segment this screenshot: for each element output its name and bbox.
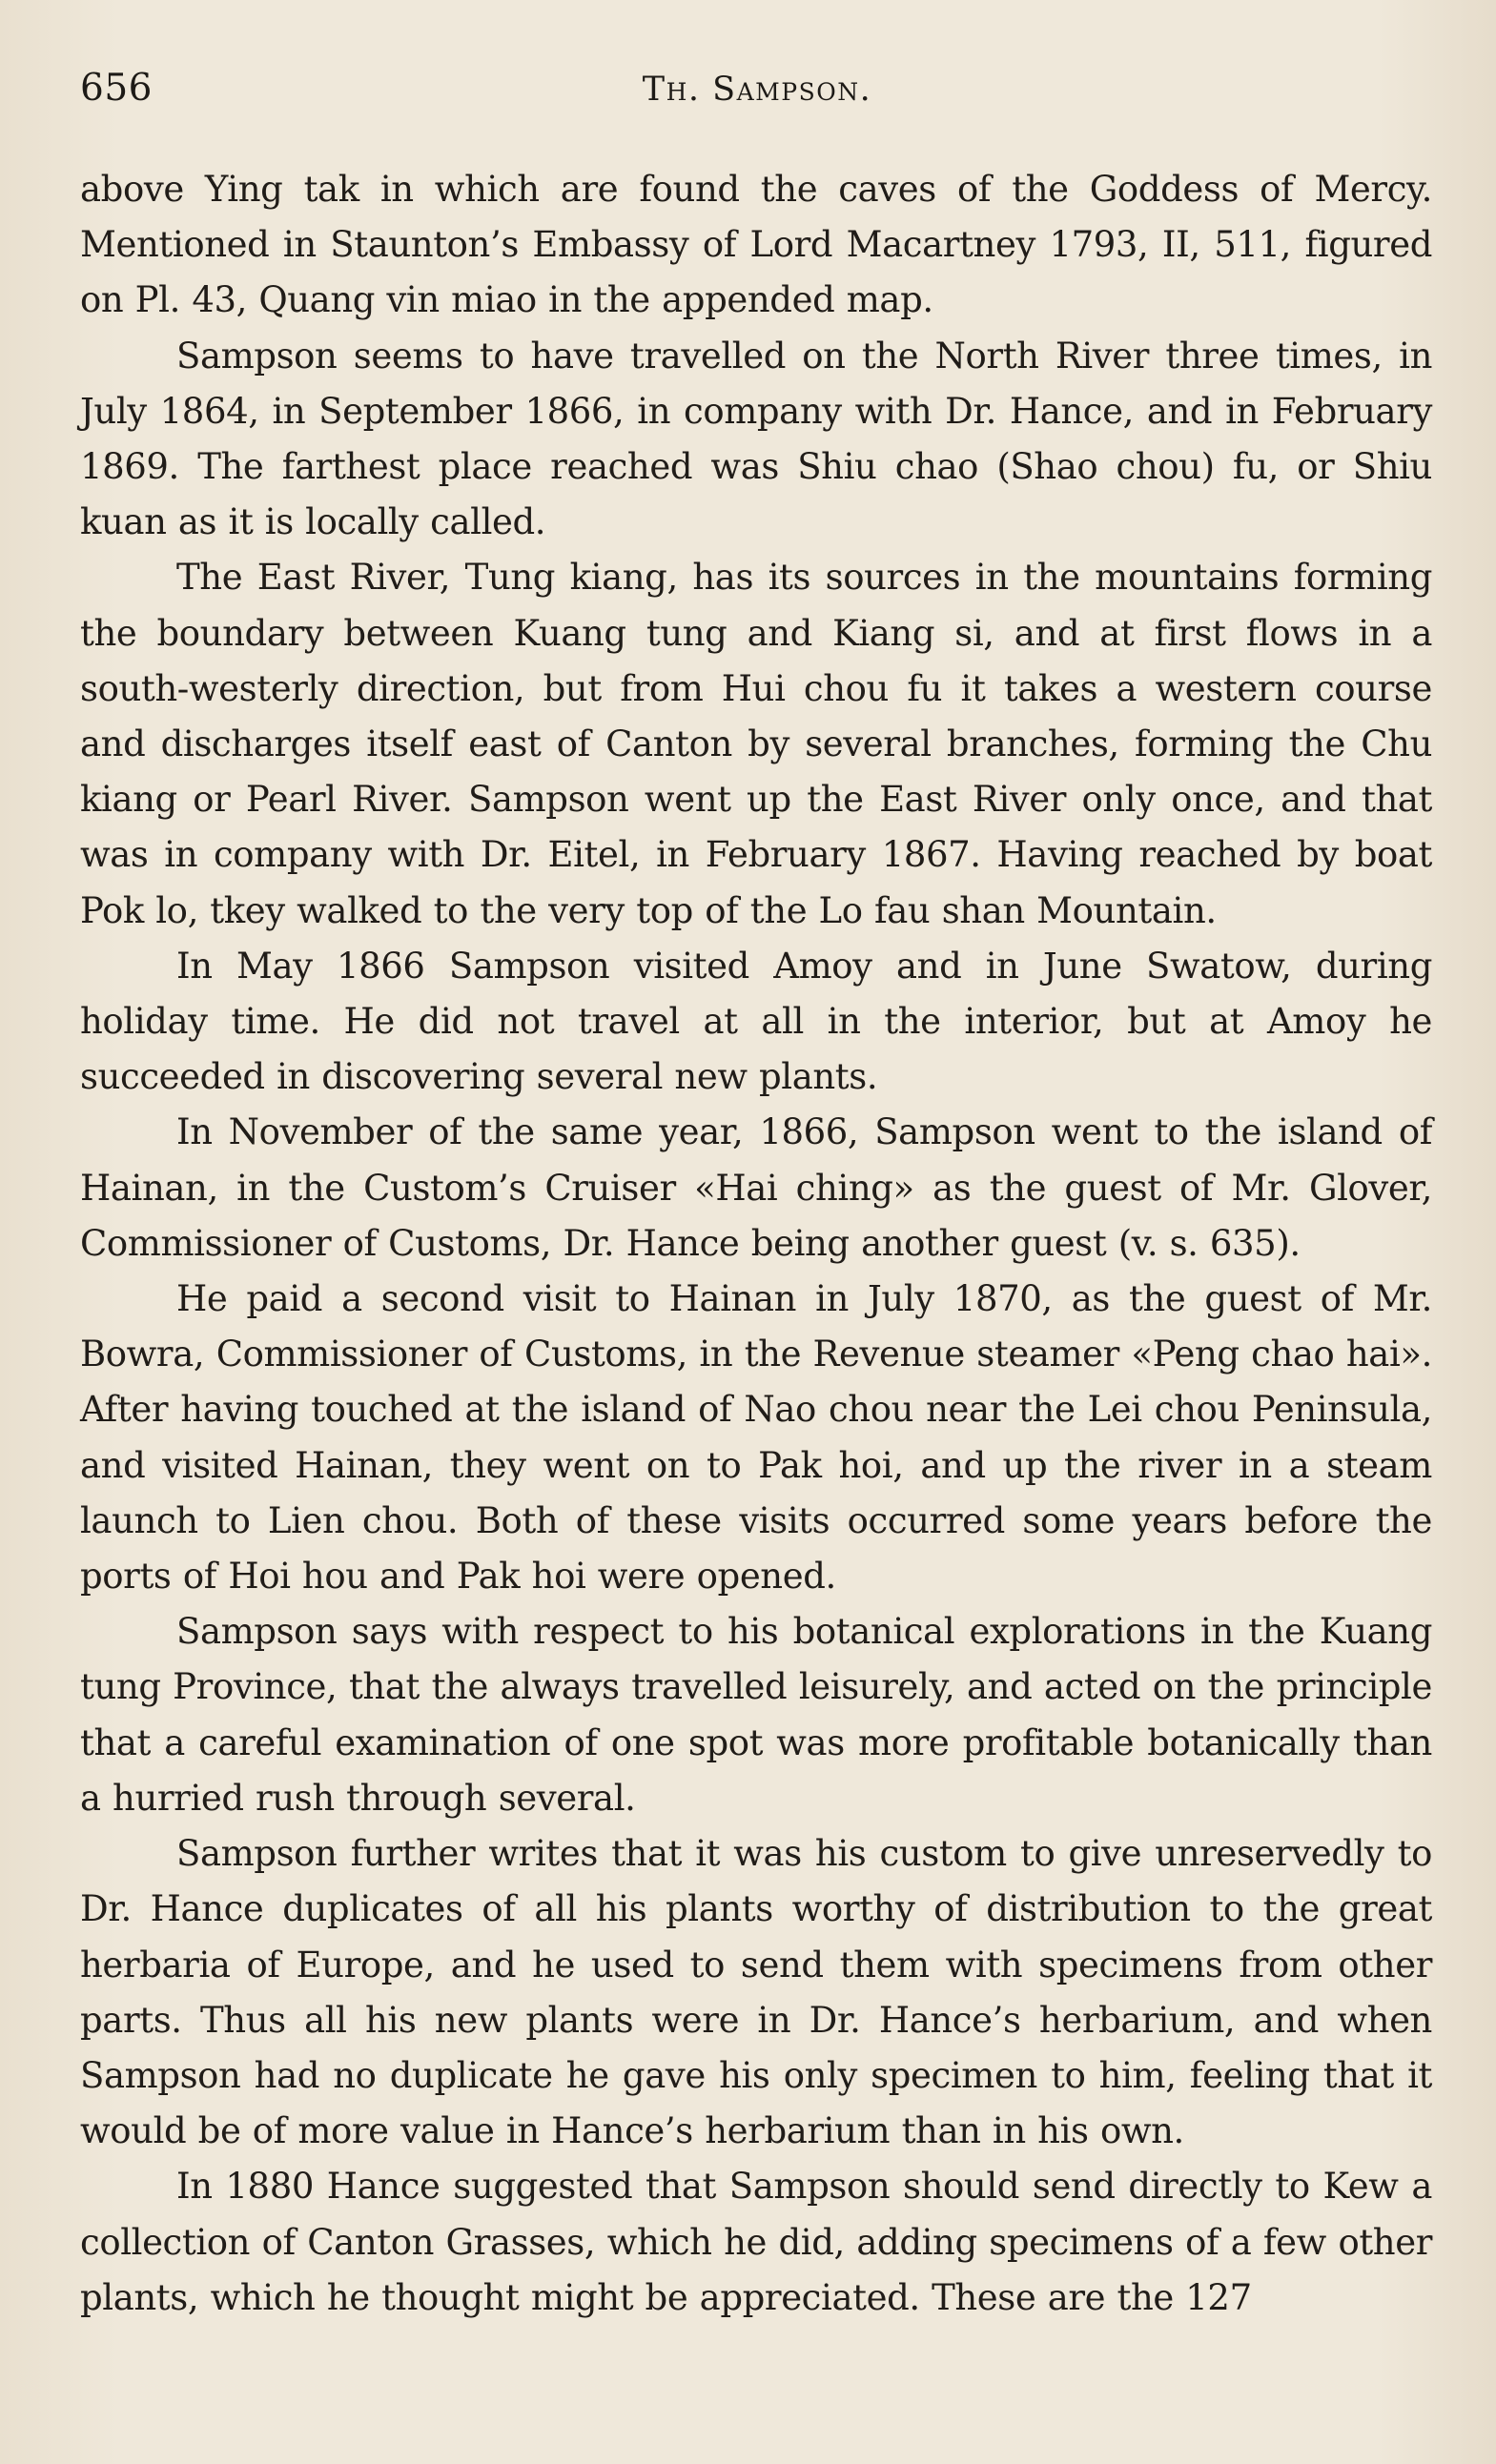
paragraph-duplicates: Sampson further writes that it was his custom to give unreservedly to Dr. Hance duplicates of all his plants worthy of distribution to the great herbaria of Europe, and he used to send them with specimens from other parts. Thus all his new plants were in Dr. Hance’s herbarium, and when Sampson had no duplicate he gave his only specimen to him, feeling that it would be of more value in Hance’s herbarium than in his own. [80, 1833, 1432, 2152]
paragraph-explorations: Sampson says with respect to his botanical explorations in the Kuang tung Province, that the always travelled leisurely, and acted on the principle that a careful examination of one spot was more profitable botanically than a hurried rush through several. [80, 1611, 1432, 1819]
paragraph-hainan-first: In November of the same year, 1866, Sampson went to the island of Hainan, in the Custom’s Cruiser «Hai ching» as the guest of Mr. Glover, Commissioner of Customs, Dr. Hance being another guest (v. s. 635). [80, 1111, 1432, 1264]
paragraph-north-river: Sampson seems to have travelled on the North River three times, in July 1864, in September 1866, in company with Dr. Hance, and in February 1869. The farthest place reached was Shiu chao (Shao chou) fu, or Shiu kuan as it is locally called. [80, 335, 1432, 543]
body-text [80, 162, 1432, 2326]
running-title: Th. Sampson. [642, 71, 872, 109]
page-header [80, 67, 1434, 124]
paragraph-east-river: The East River, Tung kiang, has its sources in the mountains forming the boundary between Kuang tung and Kiang si, and at first flows in a south-westerly direction, but from Hui chou fu it takes a western course and discharges itself east of Canton by several branches, forming the Chu kiang or Pearl River. Sampson went up the East River only once, and that was in company with Dr. Eitel, in February 1867. Having reached by boat Pok lo, tkey walked to the very top of the Lo fau shan Mountain. [80, 557, 1432, 931]
paragraph-hainan-second: He paid a second visit to Hainan in July 1870, as the guest of Mr. Bowra, Commissioner of Customs, in the Revenue steamer «Peng chao hai». After having touched at the island of Nao chou near the Lei chou Peninsula, and visited Hainan, they went on to Pak hoi, and up the river in a steam launch to Lien chou. Both of these visits occurred some years before the ports of Hoi hou and Pak hoi were opened. [80, 1278, 1432, 1598]
paragraph-continued: above Ying tak in which are found the caves of the Goddess of Mercy. Mentioned in Staunton’s Embassy of Lord Macartney 1793, II, 511, figured on Pl. 43, Quang vin miao in the appended map. [80, 169, 1432, 321]
page-number: 656 [80, 67, 153, 110]
paragraph-kew-collection: In 1880 Hance suggested that Sampson should send directly to Kew a collection of Canton Grasses, which he did, adding specimens of a few other plants, which he thought might be appreciated. These are the 127 [80, 2166, 1432, 2318]
paragraph-amoy-swatow: In May 1866 Sampson visited Amoy and in June Swatow, during holiday time. He did not travel at all in the interior, but at Amoy he succeeded in discovering several new plants. [80, 945, 1432, 1098]
